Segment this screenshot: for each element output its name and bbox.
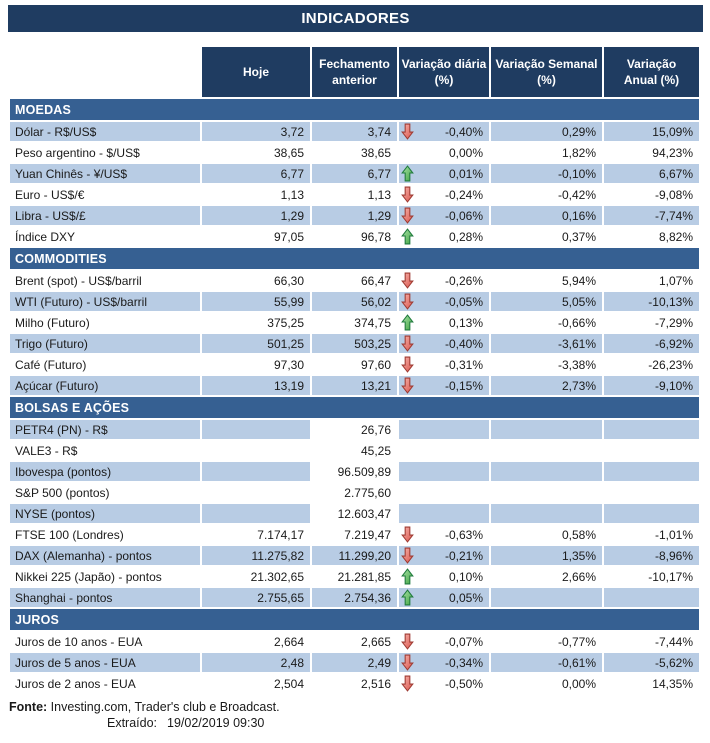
cell-hoje: 13,19	[202, 376, 310, 395]
row-label: Shanghai - pontos	[10, 588, 200, 607]
trend-arrow-slot	[401, 589, 416, 606]
cell-variacao-diaria	[399, 546, 489, 565]
variacao-diaria-value: -0,63%	[444, 527, 483, 542]
variacao-diaria-value: -0,34%	[444, 655, 483, 670]
variacao-diaria-value: 0,05%	[448, 590, 483, 605]
cell-variacao-semanal: 0,16%	[491, 206, 602, 225]
section-header-row	[10, 99, 699, 120]
cell-variacao-anual: -10,17%	[604, 567, 699, 586]
row-label: PETR4 (PN) - R$	[10, 420, 200, 439]
cell-fechamento: 66,47	[312, 271, 397, 290]
cell-variacao-anual: -26,23%	[604, 355, 699, 374]
cell-fechamento: 96,78	[312, 227, 397, 246]
column-header-row	[10, 47, 699, 97]
down-arrow-icon	[401, 335, 414, 352]
extracted-line	[8, 716, 703, 730]
cell-hoje	[202, 462, 310, 481]
cell-variacao-anual: 15,09%	[604, 122, 699, 141]
cell-fechamento: 2,49	[312, 653, 397, 672]
row-label: Açúcar (Futuro)	[10, 376, 200, 395]
trend-arrow-slot	[401, 675, 416, 692]
table-row	[10, 227, 699, 246]
row-label: Libra - US$/£	[10, 206, 200, 225]
cell-hoje: 66,30	[202, 271, 310, 290]
cell-hoje: 2.755,65	[202, 588, 310, 607]
row-label: Brent (spot) - US$/barril	[10, 271, 200, 290]
cell-variacao-semanal: -3,38%	[491, 355, 602, 374]
cell-variacao-diaria	[399, 355, 489, 374]
down-arrow-icon	[401, 272, 414, 289]
down-arrow-icon	[401, 654, 414, 671]
variacao-diaria-value: -0,40%	[444, 124, 483, 139]
variacao-diaria-value: -0,06%	[444, 208, 483, 223]
cell-variacao-semanal: 1,82%	[491, 143, 602, 162]
section-title: BOLSAS E AÇÕES	[10, 397, 699, 418]
cell-variacao-semanal	[491, 588, 602, 607]
cell-fechamento: 2,665	[312, 632, 397, 651]
cell-variacao-anual: -6,92%	[604, 334, 699, 353]
trend-arrow-slot	[401, 568, 416, 585]
variacao-diaria-value: -0,26%	[444, 273, 483, 288]
row-label: WTI (Futuro) - US$/barril	[10, 292, 200, 311]
row-label: Juros de 10 anos - EUA	[10, 632, 200, 651]
extracted-label: Extraído:	[107, 716, 158, 730]
table-row	[10, 546, 699, 565]
cell-hoje: 11.275,82	[202, 546, 310, 565]
row-label: Yuan Chinês - ¥/US$	[10, 164, 200, 183]
down-arrow-icon	[401, 207, 414, 224]
cell-variacao-semanal: 5,05%	[491, 292, 602, 311]
down-arrow-icon	[401, 293, 414, 310]
row-label: Nikkei 225 (Japão) - pontos	[10, 567, 200, 586]
trend-arrow-slot	[401, 186, 416, 203]
cell-variacao-diaria	[399, 227, 489, 246]
table-row	[10, 653, 699, 672]
cell-fechamento: 97,60	[312, 355, 397, 374]
cell-variacao-semanal: 2,66%	[491, 567, 602, 586]
cell-hoje: 2,664	[202, 632, 310, 651]
table-row	[10, 483, 699, 502]
cell-variacao-diaria	[399, 143, 489, 162]
page-title: INDICADORES	[8, 5, 703, 32]
cell-variacao-semanal: -0,10%	[491, 164, 602, 183]
cell-variacao-anual: -8,96%	[604, 546, 699, 565]
cell-fechamento: 374,75	[312, 313, 397, 332]
cell-variacao-diaria	[399, 271, 489, 290]
cell-hoje	[202, 483, 310, 502]
cell-hoje	[202, 504, 310, 523]
cell-variacao-semanal: -0,61%	[491, 653, 602, 672]
variacao-diaria-value: -0,40%	[444, 336, 483, 351]
cell-fechamento: 2,516	[312, 674, 397, 693]
section-title: MOEDAS	[10, 99, 699, 120]
row-label: FTSE 100 (Londres)	[10, 525, 200, 544]
table-row	[10, 292, 699, 311]
cell-hoje	[202, 441, 310, 460]
cell-variacao-anual: 6,67%	[604, 164, 699, 183]
cell-fechamento: 2.775,60	[312, 483, 397, 502]
down-arrow-icon	[401, 547, 414, 564]
trend-arrow-slot	[401, 293, 416, 310]
trend-arrow-slot	[401, 547, 416, 564]
header-variacao-diaria: Variação diária (%)	[399, 47, 489, 97]
cell-fechamento: 12.603,47	[312, 504, 397, 523]
cell-variacao-semanal	[491, 504, 602, 523]
table-row	[10, 674, 699, 693]
variacao-diaria-value: -0,50%	[444, 676, 483, 691]
cell-variacao-diaria	[399, 420, 489, 439]
cell-fechamento: 2.754,36	[312, 588, 397, 607]
cell-fechamento: 11.299,20	[312, 546, 397, 565]
variacao-diaria-value: 0,28%	[448, 229, 483, 244]
source-line	[8, 700, 703, 714]
cell-hoje: 97,30	[202, 355, 310, 374]
down-arrow-icon	[401, 675, 414, 692]
cell-variacao-semanal: 2,73%	[491, 376, 602, 395]
header-hoje: Hoje	[202, 47, 310, 97]
row-label: Euro - US$/€	[10, 185, 200, 204]
cell-variacao-anual	[604, 441, 699, 460]
cell-variacao-semanal: 0,37%	[491, 227, 602, 246]
cell-variacao-diaria	[399, 483, 489, 502]
row-label: Peso argentino - $/US$	[10, 143, 200, 162]
cell-hoje: 21.302,65	[202, 567, 310, 586]
cell-variacao-semanal: 5,94%	[491, 271, 602, 290]
table-row	[10, 185, 699, 204]
cell-variacao-diaria	[399, 525, 489, 544]
cell-variacao-diaria	[399, 122, 489, 141]
down-arrow-icon	[401, 356, 414, 373]
cell-variacao-anual: 8,82%	[604, 227, 699, 246]
cell-hoje: 1,29	[202, 206, 310, 225]
cell-variacao-semanal	[491, 462, 602, 481]
variacao-diaria-value: 0,10%	[448, 569, 483, 584]
up-arrow-icon	[401, 228, 414, 245]
cell-variacao-diaria	[399, 588, 489, 607]
cell-fechamento: 56,02	[312, 292, 397, 311]
trend-arrow-slot	[401, 165, 416, 182]
trend-arrow-slot	[401, 123, 416, 140]
up-arrow-icon	[401, 589, 414, 606]
table-row	[10, 271, 699, 290]
cell-variacao-anual: -7,74%	[604, 206, 699, 225]
table-row	[10, 164, 699, 183]
header-variacao-semanal: Variação Semanal (%)	[491, 47, 602, 97]
cell-hoje: 1,13	[202, 185, 310, 204]
cell-variacao-diaria	[399, 164, 489, 183]
cell-hoje: 375,25	[202, 313, 310, 332]
cell-variacao-anual	[604, 420, 699, 439]
table-row	[10, 376, 699, 395]
row-label: Milho (Futuro)	[10, 313, 200, 332]
cell-variacao-diaria	[399, 441, 489, 460]
trend-arrow-slot	[401, 314, 416, 331]
section-header-row	[10, 609, 699, 630]
cell-variacao-diaria	[399, 504, 489, 523]
cell-hoje: 3,72	[202, 122, 310, 141]
cell-fechamento: 1,13	[312, 185, 397, 204]
cell-variacao-semanal	[491, 420, 602, 439]
cell-fechamento: 45,25	[312, 441, 397, 460]
trend-arrow-slot	[401, 526, 416, 543]
cell-variacao-semanal: -0,66%	[491, 313, 602, 332]
row-label: VALE3 - R$	[10, 441, 200, 460]
trend-arrow-slot	[401, 356, 416, 373]
cell-hoje: 38,65	[202, 143, 310, 162]
variacao-diaria-value: 0,01%	[448, 166, 483, 181]
cell-hoje	[202, 420, 310, 439]
up-arrow-icon	[401, 314, 414, 331]
row-label: Juros de 5 anos - EUA	[10, 653, 200, 672]
source-label: Fonte:	[9, 700, 48, 714]
cell-variacao-anual: -9,10%	[604, 376, 699, 395]
variacao-diaria-value: -0,15%	[444, 378, 483, 393]
cell-fechamento: 1,29	[312, 206, 397, 225]
trend-arrow-slot	[401, 633, 416, 650]
cell-variacao-diaria	[399, 313, 489, 332]
cell-hoje: 2,504	[202, 674, 310, 693]
row-label: Juros de 2 anos - EUA	[10, 674, 200, 693]
row-label: Café (Futuro)	[10, 355, 200, 374]
down-arrow-icon	[401, 123, 414, 140]
section-title: JUROS	[10, 609, 699, 630]
extracted-datetime: 19/02/2019 09:30	[167, 716, 265, 730]
row-label: NYSE (pontos)	[10, 504, 200, 523]
section-header-row	[10, 248, 699, 269]
cell-variacao-diaria	[399, 206, 489, 225]
row-label: Índice DXY	[10, 227, 200, 246]
table-row	[10, 420, 699, 439]
cell-variacao-anual: 14,35%	[604, 674, 699, 693]
row-label: DAX (Alemanha) - pontos	[10, 546, 200, 565]
down-arrow-icon	[401, 633, 414, 650]
cell-variacao-diaria	[399, 567, 489, 586]
cell-variacao-diaria	[399, 292, 489, 311]
cell-variacao-anual: -5,62%	[604, 653, 699, 672]
row-label: Trigo (Futuro)	[10, 334, 200, 353]
table-row	[10, 313, 699, 332]
footer	[8, 700, 703, 730]
cell-variacao-semanal: 0,00%	[491, 674, 602, 693]
table-row	[10, 122, 699, 141]
down-arrow-icon	[401, 186, 414, 203]
cell-variacao-semanal	[491, 441, 602, 460]
row-label: Dólar - R$/US$	[10, 122, 200, 141]
trend-arrow-slot	[401, 654, 416, 671]
header-variacao-anual: Variação Anual (%)	[604, 47, 699, 97]
header-fechamento-anterior: Fechamento anterior	[312, 47, 397, 97]
variacao-diaria-value: -0,05%	[444, 294, 483, 309]
down-arrow-icon	[401, 526, 414, 543]
cell-variacao-semanal	[491, 483, 602, 502]
header-blank-cell	[10, 47, 200, 97]
trend-arrow-slot	[401, 228, 416, 245]
table-row	[10, 206, 699, 225]
cell-hoje: 2,48	[202, 653, 310, 672]
cell-hoje: 55,99	[202, 292, 310, 311]
cell-variacao-semanal: -0,77%	[491, 632, 602, 651]
table-row	[10, 632, 699, 651]
table-row	[10, 567, 699, 586]
cell-fechamento: 6,77	[312, 164, 397, 183]
variacao-diaria-value: -0,07%	[444, 634, 483, 649]
cell-variacao-diaria	[399, 185, 489, 204]
table-row	[10, 355, 699, 374]
cell-variacao-diaria	[399, 632, 489, 651]
variacao-diaria-value: 0,13%	[448, 315, 483, 330]
indicators-table	[8, 45, 701, 695]
cell-variacao-diaria	[399, 674, 489, 693]
cell-fechamento: 26,76	[312, 420, 397, 439]
cell-variacao-diaria	[399, 462, 489, 481]
table-row	[10, 334, 699, 353]
cell-hoje: 6,77	[202, 164, 310, 183]
section-title: COMMODITIES	[10, 248, 699, 269]
cell-fechamento: 13,21	[312, 376, 397, 395]
cell-fechamento: 503,25	[312, 334, 397, 353]
cell-variacao-diaria	[399, 334, 489, 353]
cell-variacao-semanal: 0,58%	[491, 525, 602, 544]
table-row	[10, 525, 699, 544]
cell-fechamento: 38,65	[312, 143, 397, 162]
cell-variacao-anual: -9,08%	[604, 185, 699, 204]
source-text: Investing.com, Trader's club e Broadcast.	[47, 700, 280, 714]
cell-variacao-anual	[604, 483, 699, 502]
cell-variacao-anual	[604, 462, 699, 481]
cell-fechamento: 3,74	[312, 122, 397, 141]
cell-hoje: 501,25	[202, 334, 310, 353]
up-arrow-icon	[401, 568, 414, 585]
cell-variacao-anual	[604, 588, 699, 607]
trend-arrow-slot	[401, 335, 416, 352]
cell-variacao-semanal: -0,42%	[491, 185, 602, 204]
table-row	[10, 504, 699, 523]
cell-variacao-anual: -1,01%	[604, 525, 699, 544]
cell-fechamento: 96.509,89	[312, 462, 397, 481]
trend-arrow-slot	[401, 272, 416, 289]
variacao-diaria-value: -0,31%	[444, 357, 483, 372]
table-row	[10, 143, 699, 162]
trend-arrow-slot	[401, 207, 416, 224]
cell-variacao-semanal: -3,61%	[491, 334, 602, 353]
cell-variacao-anual: -7,29%	[604, 313, 699, 332]
down-arrow-icon	[401, 377, 414, 394]
cell-variacao-anual: 1,07%	[604, 271, 699, 290]
table-row	[10, 588, 699, 607]
variacao-diaria-value: 0,00%	[448, 145, 483, 160]
row-label: Ibovespa (pontos)	[10, 462, 200, 481]
table-row	[10, 462, 699, 481]
cell-variacao-diaria	[399, 653, 489, 672]
cell-hoje: 7.174,17	[202, 525, 310, 544]
cell-variacao-diaria	[399, 376, 489, 395]
table-row	[10, 441, 699, 460]
cell-variacao-semanal: 1,35%	[491, 546, 602, 565]
row-label: S&P 500 (pontos)	[10, 483, 200, 502]
section-header-row	[10, 397, 699, 418]
cell-fechamento: 21.281,85	[312, 567, 397, 586]
variacao-diaria-value: -0,21%	[444, 548, 483, 563]
cell-hoje: 97,05	[202, 227, 310, 246]
cell-variacao-anual: -10,13%	[604, 292, 699, 311]
cell-variacao-semanal: 0,29%	[491, 122, 602, 141]
cell-variacao-anual	[604, 504, 699, 523]
variacao-diaria-value: -0,24%	[444, 187, 483, 202]
up-arrow-icon	[401, 165, 414, 182]
cell-fechamento: 7.219,47	[312, 525, 397, 544]
trend-arrow-slot	[401, 377, 416, 394]
cell-variacao-anual: 94,23%	[604, 143, 699, 162]
cell-variacao-anual: -7,44%	[604, 632, 699, 651]
